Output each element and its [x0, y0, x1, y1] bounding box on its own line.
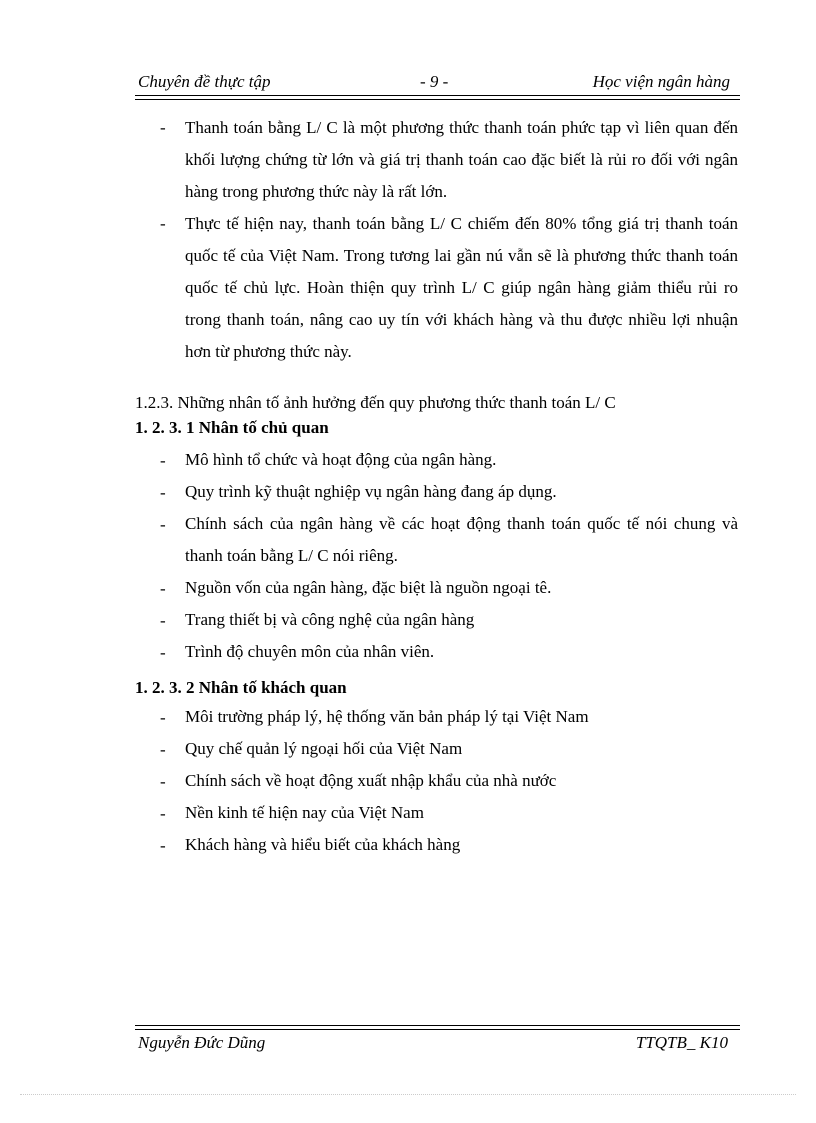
intro-bullet-2: Thực tế hiện nay, thanh toán bằng L/ C chiếm đến 80% tổng giá trị thanh toán quốc tế của Việt Nam. Trong tương lai gần nú vẫn sẽ là phương thức thanh toán quốc tế chủ lực. Hoàn thiện quy trình L/ C giúp ngân hàng giảm thiểu rủi ro trong thanh toán, nâng cao uy tín với khách hàng và thu được nhiều lợi nhuận hơn từ phương thức này. [185, 214, 738, 361]
header-left-title: Chuyên đề thực tập [138, 72, 271, 91]
bullet-mark: - [160, 772, 166, 791]
sub2-item-4: Nền kinh tế hiện nay của Việt Nam [185, 803, 424, 822]
sub2-item-5: Khách hàng và hiểu biết của khách hàng [185, 835, 461, 854]
sub2-item-3: Chính sách về hoạt động xuất nhập khẩu của nhà nước [185, 771, 557, 790]
bullet-mark: - [160, 579, 166, 598]
sub1-item-1: Mô hình tổ chức và hoạt động của ngân hàng. [185, 450, 497, 469]
sub1-item-6: Trình độ chuyên môn của nhân viên. [185, 642, 435, 661]
bullet-mark: - [160, 611, 166, 630]
page-header [138, 72, 738, 94]
sub1-item-5: Trang thiết bị và công nghệ của ngân hàng [185, 610, 475, 629]
header-rule-secondary [135, 99, 740, 100]
sub1-item-2: Quy trình kỹ thuật nghiệp vụ ngân hàng đang áp dụng. [185, 482, 557, 501]
page-number: - 9 - [420, 72, 449, 91]
bullet-mark: - [160, 740, 166, 759]
bullet-mark: - [160, 451, 166, 470]
bullet-mark: - [160, 118, 166, 137]
bullet-mark: - [160, 515, 166, 534]
intro-bullet-1: Thanh toán bằng L/ C là một phương thức thanh toán phức tạp vì liên quan đến khối lượng chứng từ lớn và giá trị thanh toán cao đặc biết là rủi ro đối với ngân hàng trong phương thức này là rất lớn. [185, 118, 738, 201]
header-rule [135, 95, 740, 96]
subsection-2-heading: 1. 2. 3. 2 Nhân tố khách quan [135, 678, 347, 697]
class-code: TTQTB_ K10 [635, 1033, 728, 1052]
bullet-mark: - [160, 643, 166, 662]
sub2-item-2: Quy chế quản lý ngoại hối của Việt Nam [185, 739, 463, 758]
bullet-mark: - [160, 214, 166, 233]
header-right-title: Học viện ngân hàng [592, 72, 730, 91]
section-heading: 1.2.3. Những nhân tố ảnh hưởng đến quy phương thức thanh toán L/ C [135, 393, 616, 412]
page-edge-divider [20, 1094, 796, 1095]
bullet-mark: - [160, 708, 166, 727]
bullet-mark: - [160, 483, 166, 502]
footer-rule [135, 1029, 740, 1030]
sub2-item-1: Môi trường pháp lý, hệ thống văn bản pháp lý tại Việt Nam [185, 707, 589, 726]
subsection-1-heading: 1. 2. 3. 1 Nhân tố chủ quan [135, 418, 329, 437]
sub1-item-4: Nguồn vốn của ngân hàng, đặc biệt là nguồn ngoại tê. [185, 578, 552, 597]
footer-rule-secondary [135, 1025, 740, 1026]
bullet-mark: - [160, 836, 166, 855]
bullet-mark: - [160, 804, 166, 823]
author-name: Nguyễn Đức Dũng [138, 1033, 266, 1052]
sub1-item-3: Chính sách của ngân hàng về các hoạt động thanh toán quốc tế nói chung và thanh toán bằng L/ C nói riêng. [185, 514, 738, 565]
